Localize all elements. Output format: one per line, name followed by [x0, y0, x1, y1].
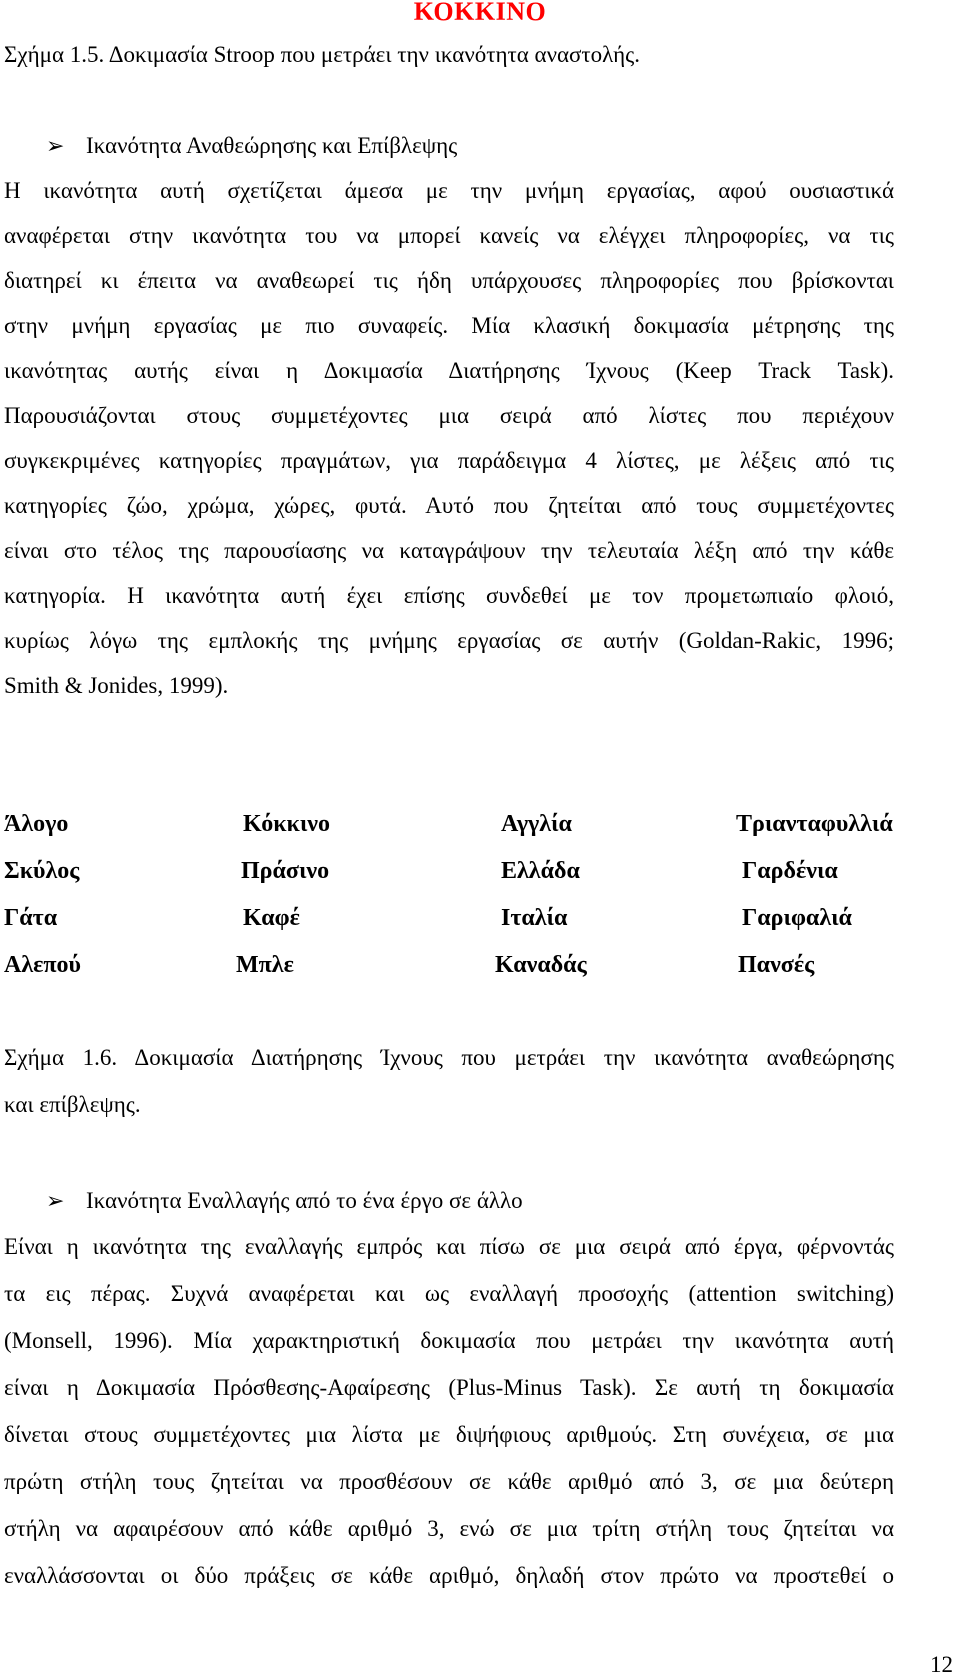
table-cell: Ιταλία — [501, 905, 568, 931]
paragraph-line: στήλη να αφαιρέσουν από κάθε αριθμό 3, ενώ σε μια τρίτη στήλη τους ζητείται να — [4, 1516, 894, 1541]
paragraph-line: εναλλάσσονται οι δύο πράξεις σε κάθε αριθμό, δηλαδή στον πρώτο να προστεθεί ο — [4, 1563, 894, 1588]
paragraph-line: πρώτη στήλη τους ζητείται να προσθέσουν σε κάθε αριθμό από 3, σε μια δεύτερη — [4, 1469, 894, 1494]
table-cell: Γάτα — [4, 905, 58, 931]
paragraph-line: στην μνήμη εργασίας με πιο συναφείς. Μία κλασική δοκιμασία μέτρησης της — [4, 313, 894, 338]
red-word-header: ΚΟΚΚΙΝΟ — [413, 0, 547, 26]
table-cell: Καφέ — [243, 905, 300, 931]
paragraph-line: Η ικανότητα αυτή σχετίζεται άμεσα με την μνήμη εργασίας, αφού ουσιαστικά — [4, 178, 894, 203]
paragraph-line: κυρίως λόγω της εμπλοκής της μνήμης εργασίας σε αυτήν (Goldan-Rakic, 1996; — [4, 628, 894, 653]
table-cell: Άλογο — [4, 811, 69, 837]
paragraph-line: είναι στο τέλος της παρουσίασης να καταγράψουν την τελευταία λέξη από την κάθε — [4, 538, 894, 563]
paragraph-line: συγκεκριμένες κατηγορίες πραγμάτων, για παράδειγμα 4 λίστες, με λέξεις από τις — [4, 448, 894, 473]
paragraph-line: είναι η Δοκιμασία Πρόσθεσης-Αφαίρεσης (Plus-Minus Task). Σε αυτή τη δοκιμασία — [4, 1375, 894, 1400]
caption-line: και επίβλεψης. — [4, 1092, 141, 1117]
arrowhead-bullet-icon: ➢ — [46, 1189, 65, 1214]
table-cell: Γαρδένια — [742, 858, 838, 884]
table-cell: Ελλάδα — [501, 858, 580, 884]
section-heading-text: Ικανότητα Εναλλαγής από το ένα έργο σε άλλο — [86, 1188, 523, 1213]
paragraph-line: τα εις πέρας. Συχνά αναφέρεται και ως εναλλαγή προσοχής (attention switching) — [4, 1281, 894, 1306]
table-cell: Αλεπού — [4, 952, 81, 978]
paragraph-line: Smith & Jonides, 1999). — [4, 673, 229, 698]
arrowhead-bullet-icon: ➢ — [46, 134, 65, 159]
section-heading-switching — [46, 1186, 523, 1217]
page-number: 12 — [930, 1652, 953, 1677]
paragraph-line: Παρουσιάζονται στους συμμετέχοντες μια σειρά από λίστες που περιέχουν — [4, 403, 894, 428]
table-cell: Τριανταφυλλιά — [736, 811, 893, 837]
table-cell: Καναδάς — [495, 952, 587, 978]
paragraph-line: Είναι η ικανότητα της εναλλαγής εμπρός και πίσω σε μια σειρά από έργα, φέρνοντάς — [4, 1234, 894, 1259]
table-cell: Σκύλος — [4, 858, 80, 884]
table-cell: Γαριφαλιά — [742, 905, 852, 931]
table-cell: Πράσινο — [241, 858, 330, 884]
table-cell: Πανσές — [738, 952, 815, 978]
paragraph-line: ικανότητας αυτής είναι η Δοκιμασία Διατήρησης Ίχνους (Keep Track Task). — [4, 358, 894, 383]
paragraph-line: δίνεται στους συμμετέχοντες μια λίστα με διψήφιους αριθμούς. Στη συνέχεια, σε μια — [4, 1422, 894, 1447]
section-heading-revision — [46, 131, 457, 162]
paragraph-line: αναφέρεται στην ικανότητα του να μπορεί κανείς να ελέγχει πληροφορίες, να τις — [4, 223, 894, 248]
paragraph-line: (Monsell, 1996). Μία χαρακτηριστική δοκιμασία που μετράει την ικανότητα αυτή — [4, 1328, 894, 1353]
section-heading-text: Ικανότητα Αναθεώρησης και Επίβλεψης — [86, 133, 458, 158]
paragraph-line: κατηγορίες ζώο, χρώμα, χώρες, φυτά. Αυτό που ζητείται από τους συμμετέχοντες — [4, 493, 894, 518]
paragraph-line: διατηρεί κι έπειτα να αναθεωρεί τις ήδη υπάρχουσες πληροφορίες που βρίσκονται — [4, 268, 894, 293]
table-cell: Μπλε — [236, 952, 294, 978]
paragraph-line: κατηγορία. Η ικανότητα αυτή έχει επίσης συνδεθεί με τον προμετωπιαίο φλοιό, — [4, 583, 894, 608]
figure-1-5-caption: Σχήμα 1.5. Δοκιμασία Stroop που μετράει την ικανότητα αναστολής. — [4, 42, 641, 67]
table-cell: Κόκκινο — [243, 811, 331, 837]
table-cell: Αγγλία — [501, 811, 572, 837]
caption-line: Σχήμα 1.6. Δοκιμασία Διατήρησης Ίχνους που μετράει την ικανότητα αναθεώρησης — [4, 1045, 894, 1070]
